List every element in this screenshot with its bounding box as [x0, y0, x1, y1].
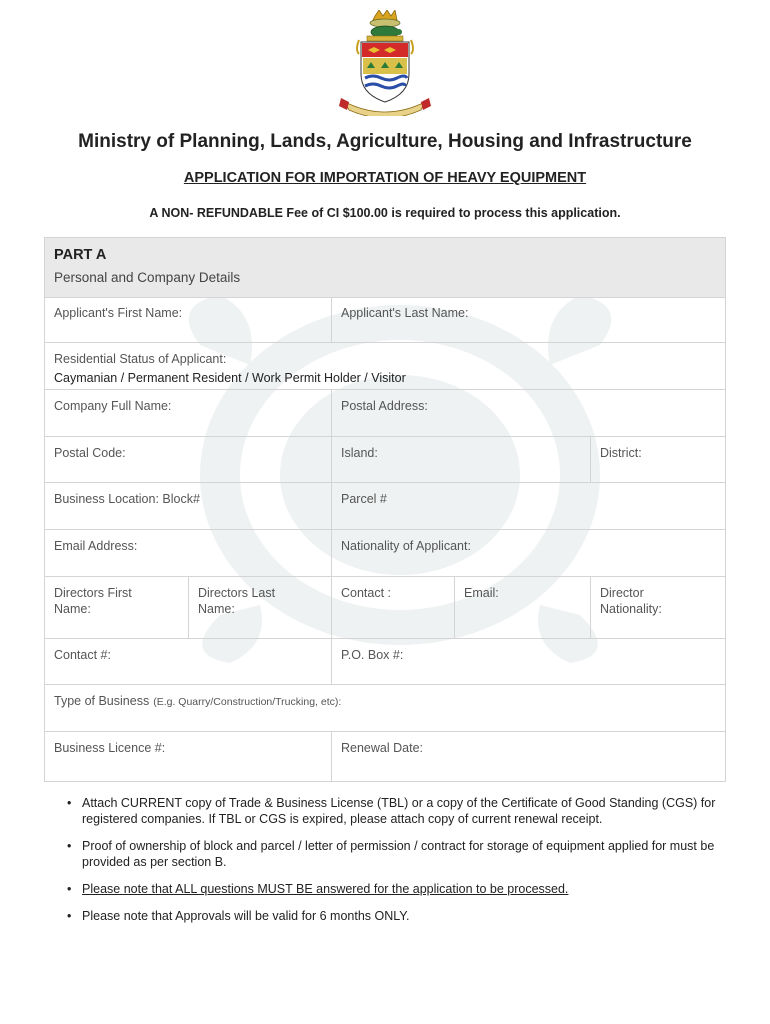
business-type-text: Type of Business — [54, 694, 150, 708]
notes-list — [66, 795, 726, 935]
form-row — [45, 343, 725, 390]
form-row — [45, 390, 725, 437]
island-field[interactable] — [331, 437, 590, 482]
directors-first-name-field[interactable] — [45, 577, 188, 638]
note-text: Proof of ownership of block and parcel / letter of permission / contract for storage of equipment applied for must be provided as per section B. — [82, 839, 715, 869]
note-text: Please note that Approvals will be valid for 6 months ONLY. — [82, 909, 410, 923]
nationality-label: Nationality of Applicant: — [341, 539, 471, 553]
form-row — [45, 530, 725, 577]
business-licence-field[interactable] — [45, 732, 331, 782]
director-contact-field[interactable] — [331, 577, 454, 638]
postal-code-field[interactable] — [45, 437, 331, 482]
business-location-label: Business Location: Block# — [54, 492, 200, 506]
director-nationality-label: Director Nationality: — [600, 586, 662, 616]
company-name-field[interactable] — [45, 390, 331, 436]
list-item — [66, 795, 726, 827]
business-licence-label: Business Licence #: — [54, 741, 166, 755]
renewal-date-label: Renewal Date: — [341, 741, 423, 755]
ministry-title: Ministry of Planning, Lands, Agriculture, Housing and Infrastructure — [78, 131, 692, 152]
residential-status-options: Caymanian / Permanent Resident / Work Permit Holder / Visitor — [54, 371, 406, 385]
residential-status-field[interactable] — [45, 343, 725, 389]
form-row — [45, 297, 725, 343]
business-type-label — [54, 693, 341, 710]
first-name-field[interactable] — [45, 297, 331, 342]
form-row — [45, 685, 725, 732]
list-item — [66, 838, 726, 870]
po-box-field[interactable] — [331, 639, 725, 684]
part-a-title: PART A — [54, 247, 107, 263]
note-text: Please note that ALL questions MUST BE answered for the application to be processed. — [82, 882, 569, 896]
island-label: Island: — [341, 446, 378, 460]
business-location-field[interactable] — [45, 483, 331, 529]
form-row — [45, 577, 725, 639]
district-field[interactable] — [590, 437, 725, 482]
form-row — [45, 483, 725, 530]
form-subtitle: APPLICATION FOR IMPORTATION OF HEAVY EQUIPMENT — [183, 170, 587, 186]
first-name-label: Applicant's First Name: — [54, 306, 183, 320]
residential-status-label: Residential Status of Applicant: — [54, 352, 227, 366]
email-field[interactable] — [45, 530, 331, 576]
business-type-hint: (E.g. Quarry/Construction/Trucking, etc): — [153, 696, 342, 708]
fee-notice: A NON- REFUNDABLE Fee of CI $100.00 is required to process this application. — [149, 206, 621, 220]
nationality-field[interactable] — [331, 530, 725, 576]
contact-field[interactable] — [45, 639, 331, 684]
contact-label: Contact #: — [54, 648, 111, 662]
business-type-field[interactable] — [45, 685, 725, 731]
form-row — [45, 437, 725, 483]
part-a-subtitle: Personal and Company Details — [54, 270, 241, 285]
list-item — [66, 881, 726, 897]
directors-first-name-label: Directors First Name: — [54, 586, 132, 616]
list-item — [66, 908, 726, 924]
last-name-label: Applicant's Last Name: — [341, 306, 469, 320]
part-a-form — [44, 237, 726, 782]
director-nationality-field[interactable] — [590, 577, 725, 638]
last-name-field[interactable] — [331, 297, 725, 342]
note-text: Attach CURRENT copy of Trade & Business License (TBL) or a copy of the Certificate of Good Standing (CGS) for registered companies. If TBL or CGS is expired, please attach copy of current renewal receipt. — [82, 796, 716, 826]
form-row — [45, 639, 725, 685]
renewal-date-field[interactable] — [331, 732, 725, 782]
postal-address-field[interactable] — [331, 390, 725, 436]
po-box-label: P.O. Box #: — [341, 648, 404, 662]
directors-last-name-field[interactable] — [188, 577, 331, 638]
parcel-field[interactable] — [331, 483, 725, 529]
postal-code-label: Postal Code: — [54, 446, 126, 460]
part-a-header — [45, 238, 725, 298]
directors-last-name-label: Directors Last Name: — [198, 586, 276, 616]
director-email-field[interactable] — [454, 577, 590, 638]
email-label: Email Address: — [54, 539, 138, 553]
director-contact-label: Contact : — [341, 586, 392, 600]
district-label: District: — [600, 446, 642, 460]
coat-of-arms-logo — [337, 10, 433, 116]
form-row — [45, 732, 725, 782]
postal-address-label: Postal Address: — [341, 399, 428, 413]
company-name-label: Company Full Name: — [54, 399, 172, 413]
director-email-label: Email: — [464, 586, 499, 600]
parcel-label: Parcel # — [341, 492, 387, 506]
